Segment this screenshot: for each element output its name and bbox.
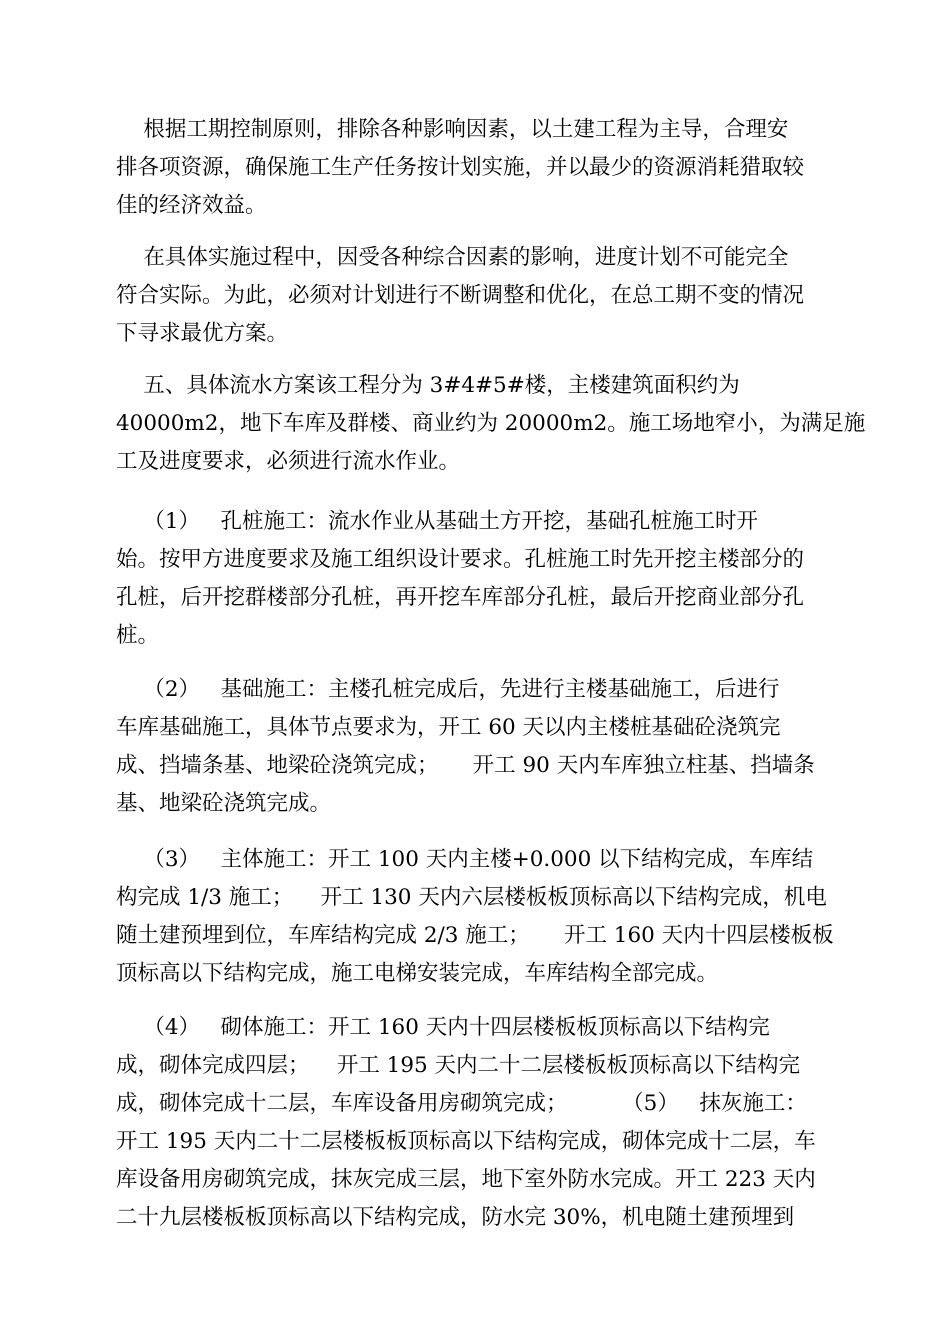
text-line: 构完成 1/3 施工； 开工 130 天内六层楼板板顶标高以下结构完成，机电: [116, 885, 827, 910]
text-line: 排各项资源，确保施工生产任务按计划实施，并以最少的资源消耗猎取较: [116, 155, 805, 180]
text-line: 成、挡墙条基、地梁砼浇筑完成； 开工 90 天内车库独立柱基、挡墙条: [116, 753, 815, 778]
text-line: 成，砌体完成十二层，车库设备用房砌筑完成； （5） 抹灰施工：: [116, 1091, 807, 1116]
paragraph-foundation-construction: [116, 671, 836, 823]
text-line: 40000m2，地下车库及群楼、商业约为 20000m2。施工场地窄小，为满足施: [116, 411, 866, 436]
text-line: 下寻求最优方案。: [116, 321, 289, 346]
paragraph-flow-plan: [116, 367, 866, 481]
text-line: 孔桩，后开挖群楼部分孔桩，再开挖车库部分孔桩，最后开挖商业部分孔: [116, 585, 805, 610]
paragraph-schedule-principle: [116, 111, 836, 225]
text-line: 桩。: [116, 623, 160, 648]
text-line: 五、具体流水方案该工程分为 3#4#5#楼，主楼建筑面积约为: [116, 373, 740, 398]
paragraph-masonry-construction: [116, 1009, 836, 1237]
paragraph-schedule-adjustment: [116, 239, 836, 353]
paragraph-main-structure-construction: [116, 841, 836, 993]
paragraph-pile-construction: [116, 503, 836, 655]
text-line: 二十九层楼板板顶标高以下结构完成，防水完 30%，机电随土建预埋到: [116, 1205, 795, 1230]
text-line: 符合实际。为此，必须对计划进行不断调整和优化，在总工期不变的情况: [116, 283, 805, 308]
text-line: 基、地梁砼浇筑完成。: [116, 791, 332, 816]
text-line: （4） 砌体施工：开工 160 天内十四层楼板板顶标高以下结构完: [116, 1015, 770, 1040]
text-line: 车库基础施工，具体节点要求为，开工 60 天以内主楼桩基础砼浇筑完: [116, 715, 781, 740]
text-line: （3） 主体施工：开工 100 天内主楼+0.000 以下结构完成，车库结: [116, 847, 814, 872]
text-line: 在具体实施过程中，因受各种综合因素的影响，进度计划不可能完全: [116, 245, 789, 270]
text-line: （2） 基础施工：主楼孔桩完成后，先进行主楼基础施工，后进行: [116, 677, 780, 702]
text-line: 随土建预埋到位，车库结构完成 2/3 施工； 开工 160 天内十四层楼板板: [116, 923, 834, 948]
text-line: 始。按甲方进度要求及施工组织设计要求。孔桩施工时先开挖主楼部分的: [116, 547, 805, 572]
text-line: 根据工期控制原则，排除各种影响因素，以土建工程为主导，合理安: [116, 117, 789, 142]
text-line: （1） 孔桩施工：流水作业从基础土方开挖，基础孔桩施工时开: [116, 509, 759, 534]
text-line: 佳的经济效益。: [116, 193, 267, 218]
text-line: 成，砌体完成四层； 开工 195 天内二十二层楼板板顶标高以下结构完: [116, 1053, 801, 1078]
text-line: 库设备用房砌筑完成，抹灰完成三层，地下室外防水完成。开工 223 天内: [116, 1167, 816, 1192]
text-line: 顶标高以下结构完成，施工电梯安装完成，车库结构全部完成。: [116, 961, 719, 986]
text-line: 工及进度要求，必须进行流水作业。: [116, 449, 461, 474]
text-line: 开工 195 天内二十二层楼板板顶标高以下结构完成，砌体完成十二层，车: [116, 1129, 816, 1154]
